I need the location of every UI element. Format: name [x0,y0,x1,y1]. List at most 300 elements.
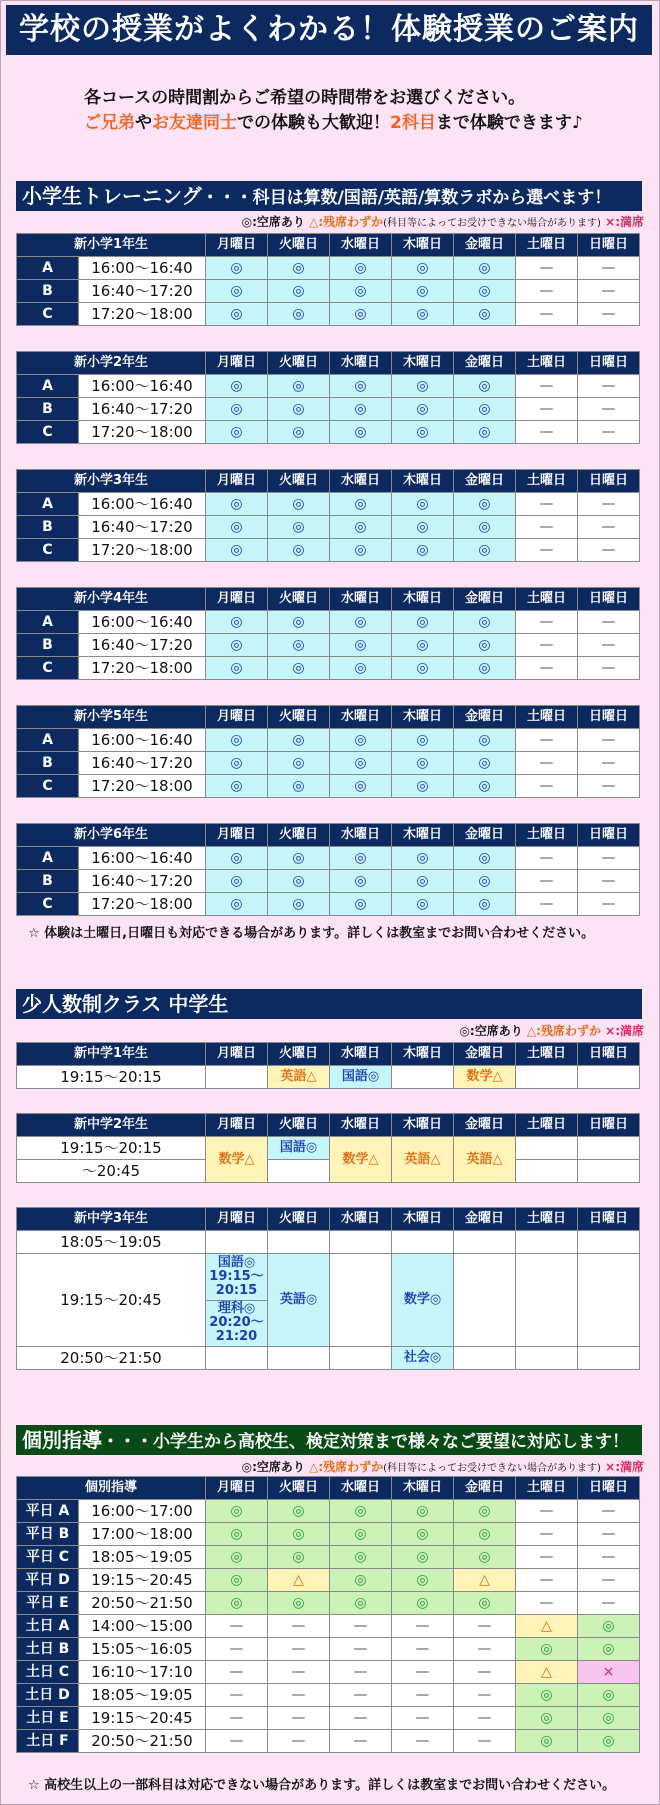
availability-cell[interactable]: ◎ [330,870,392,893]
availability-cell: — [392,1615,454,1638]
availability-cell: — [516,493,578,516]
time-cell: 19:15～20:45 [17,1254,206,1347]
time-cell: 16:40～17:20 [79,516,206,539]
availability-cell[interactable]: ◎ [454,257,516,280]
availability-cell[interactable]: ◎ [454,398,516,421]
availability-cell[interactable]: ◎ [578,1730,640,1753]
junior-grade3-table [16,1207,640,1370]
day-header: 火曜日 [268,706,330,729]
availability-cell[interactable]: ◎ [516,1707,578,1730]
availability-cell[interactable]: ◎ [392,539,454,562]
availability-cell[interactable]: ◎ [268,1523,330,1546]
table-row [17,1137,640,1160]
time-cell: 17:20～18:00 [79,421,206,444]
availability-cell[interactable]: ◎ [330,893,392,916]
availability-cell: — [268,1638,330,1661]
day-header: 火曜日 [268,1043,330,1066]
availability-cell[interactable]: ◎ [392,752,454,775]
availability-cell: — [206,1615,268,1638]
schedule-cell [206,1347,268,1370]
availability-cell[interactable]: ◎ [206,729,268,752]
table-row [17,1160,640,1183]
table-row [17,1500,640,1523]
legend-full: ×:満席 [605,215,644,229]
day-header: 日曜日 [578,588,640,611]
availability-cell[interactable]: ◎ [330,611,392,634]
availability-cell[interactable]: ◎ [578,1707,640,1730]
availability-cell[interactable]: ◎ [268,775,330,798]
availability-cell[interactable]: ◎ [330,493,392,516]
individual-table [16,1476,640,1753]
table-row [17,1638,640,1661]
table-header-row [17,234,640,257]
availability-cell[interactable]: ◎ [268,257,330,280]
availability-cell[interactable]: ◎ [454,1592,516,1615]
table-header-row [17,352,640,375]
availability-cell[interactable]: × [578,1661,640,1684]
schedule-cell[interactable]: 国語◎ [268,1137,330,1160]
availability-cell: — [268,1615,330,1638]
day-header: 土曜日 [516,706,578,729]
time-cell: 16:00～16:40 [79,729,206,752]
availability-cell[interactable]: ◎ [206,1546,268,1569]
availability-cell[interactable]: ◎ [330,1592,392,1615]
availability-cell: — [516,893,578,916]
availability-cell[interactable]: ◎ [268,1592,330,1615]
availability-cell[interactable]: ◎ [392,729,454,752]
availability-cell: — [516,375,578,398]
day-header: 土曜日 [516,470,578,493]
availability-cell[interactable]: ◎ [392,893,454,916]
elementary-legend [242,213,644,230]
grade-header: 新小学4年生 [17,588,206,611]
slot-label: B [17,398,79,421]
schedule-cell [516,1137,578,1160]
availability-cell[interactable]: ◎ [268,539,330,562]
availability-cell[interactable]: ◎ [330,634,392,657]
schedule-cell[interactable]: 社会◎ [392,1347,454,1370]
time-cell: 19:15～20:45 [79,1569,206,1592]
schedule-cell [516,1160,578,1183]
schedule-cell[interactable]: 英語△ [392,1137,454,1183]
table-row [17,539,640,562]
availability-cell[interactable]: ◎ [516,1638,578,1661]
schedule-cell[interactable]: 英語◎ [268,1254,330,1347]
availability-cell[interactable]: ◎ [206,539,268,562]
availability-cell[interactable]: ◎ [206,1592,268,1615]
availability-cell[interactable]: ◎ [268,493,330,516]
availability-cell[interactable]: ◎ [206,280,268,303]
day-header: 金曜日 [454,588,516,611]
time-cell: 16:00～16:40 [79,257,206,280]
availability-cell[interactable]: ◎ [330,1546,392,1569]
availability-cell[interactable]: ◎ [454,1500,516,1523]
availability-cell[interactable]: ◎ [330,729,392,752]
availability-cell[interactable]: ◎ [268,657,330,680]
elementary-grade-table [16,233,640,326]
japanese-slot[interactable] [206,1254,267,1301]
day-header: 土曜日 [516,1043,578,1066]
availability-cell: — [330,1615,392,1638]
table-header-row [17,588,640,611]
availability-cell: — [578,1569,640,1592]
availability-cell[interactable]: ◎ [206,775,268,798]
day-header: 土曜日 [516,588,578,611]
table-row [17,847,640,870]
availability-cell[interactable]: ◎ [330,657,392,680]
table-row [17,729,640,752]
elementary-note: ☆ 体験は土曜日,日曜日も対応できる場合があります。詳しくは教室までお問い合わせください。 [28,926,595,941]
slot-label: A [17,375,79,398]
availability-cell[interactable]: ◎ [206,752,268,775]
availability-cell[interactable]: ◎ [268,280,330,303]
schedule-cell [516,1231,578,1254]
availability-cell: — [454,1661,516,1684]
time-cell: 17:20～18:00 [79,539,206,562]
availability-cell[interactable]: ◎ [268,611,330,634]
page-title: 学校の授業がよくわかる！体験授業のご案内 [6,5,652,55]
availability-cell[interactable]: ◎ [454,539,516,562]
availability-cell[interactable]: ◎ [330,303,392,326]
availability-cell[interactable]: ◎ [454,303,516,326]
availability-cell[interactable]: ◎ [206,493,268,516]
availability-cell[interactable]: ◎ [268,893,330,916]
availability-cell[interactable]: ◎ [392,1500,454,1523]
slot-label: A [17,847,79,870]
availability-cell[interactable]: ◎ [330,257,392,280]
table-row [17,893,640,916]
table-header-row [17,1114,640,1137]
availability-cell: — [578,493,640,516]
availability-cell[interactable]: ◎ [454,870,516,893]
day-header: 日曜日 [578,1043,640,1066]
availability-cell: — [516,539,578,562]
availability-cell[interactable]: ◎ [268,303,330,326]
availability-cell[interactable]: ◎ [206,257,268,280]
time-cell: 14:00～15:00 [79,1615,206,1638]
availability-cell[interactable]: ◎ [330,775,392,798]
availability-cell: — [578,847,640,870]
availability-cell[interactable]: ◎ [330,539,392,562]
day-header: 日曜日 [578,1477,640,1500]
time-cell: 16:00～16:40 [79,847,206,870]
availability-cell: — [578,1546,640,1569]
availability-cell[interactable]: ◎ [330,516,392,539]
day-header: 金曜日 [454,1477,516,1500]
availability-cell[interactable]: ◎ [206,303,268,326]
schedule-cell [330,1347,392,1370]
table-row [17,303,640,326]
availability-cell[interactable]: ◎ [206,893,268,916]
legend-available: ◎:空席あり [459,1024,523,1038]
slot-label: B [17,516,79,539]
day-header: 火曜日 [268,1477,330,1500]
schedule-cell[interactable]: 数学△ [454,1066,516,1089]
day-header: 土曜日 [516,1208,578,1231]
table-row [17,1254,640,1347]
day-header: 土曜日 [516,352,578,375]
availability-cell: — [392,1638,454,1661]
availability-cell[interactable]: ◎ [454,280,516,303]
availability-cell[interactable]: ◎ [392,611,454,634]
schedule-cell [578,1066,640,1089]
availability-cell[interactable]: ◎ [454,1523,516,1546]
day-header: 月曜日 [206,1114,268,1137]
availability-cell: — [516,421,578,444]
schedule-cell[interactable]: 数学△ [330,1137,392,1183]
availability-cell[interactable]: ◎ [578,1638,640,1661]
day-header: 土曜日 [516,824,578,847]
friends-highlight: お友達同士 [152,113,237,133]
schedule-cell [516,1066,578,1089]
day-header: 水曜日 [330,234,392,257]
intro-line-2 [84,111,583,136]
grade-header: 新中学3年生 [17,1208,206,1231]
availability-cell[interactable]: ◎ [330,1500,392,1523]
availability-cell: — [578,1592,640,1615]
schedule-cell[interactable]: 英語△ [454,1137,516,1183]
availability-cell[interactable]: ◎ [206,1569,268,1592]
availability-cell[interactable]: ◎ [454,775,516,798]
availability-cell[interactable]: ◎ [578,1615,640,1638]
elementary-grade-table [16,705,640,798]
table-row [17,870,640,893]
table-row [17,752,640,775]
availability-cell[interactable]: ◎ [392,421,454,444]
availability-cell[interactable]: ◎ [206,870,268,893]
legend-available: ◎:空席あり [241,1460,305,1474]
availability-cell[interactable]: ◎ [330,752,392,775]
availability-cell[interactable]: ◎ [516,1730,578,1753]
availability-cell[interactable]: ◎ [454,634,516,657]
availability-cell[interactable]: ◎ [454,729,516,752]
slot-label: B [17,634,79,657]
slot-label: B [17,752,79,775]
intro-connector: や [135,113,152,133]
availability-cell[interactable]: ◎ [392,847,454,870]
availability-cell: — [578,303,640,326]
day-header: 木曜日 [392,470,454,493]
slot-label: A [17,493,79,516]
day-header: 月曜日 [206,352,268,375]
availability-cell[interactable]: ◎ [206,1500,268,1523]
availability-cell[interactable]: ◎ [268,847,330,870]
table-row [17,1730,640,1753]
elementary-section-title [16,181,642,211]
availability-cell[interactable]: ◎ [330,398,392,421]
availability-cell: — [578,870,640,893]
availability-cell[interactable]: ◎ [268,870,330,893]
availability-cell[interactable]: ◎ [206,611,268,634]
availability-cell: — [578,634,640,657]
availability-cell[interactable]: ◎ [392,516,454,539]
day-header: 水曜日 [330,1477,392,1500]
time-cell: 19:15～20:15 [17,1066,206,1089]
availability-cell[interactable]: ◎ [206,1523,268,1546]
availability-cell: — [516,870,578,893]
schedule-cell[interactable]: 国語◎ [330,1066,392,1089]
availability-cell[interactable]: ◎ [454,1546,516,1569]
availability-cell: — [578,516,640,539]
schedule-cell [578,1137,640,1160]
slot-label: 土日 C [17,1661,79,1684]
slot-label: 平日 E [17,1592,79,1615]
availability-cell[interactable]: ◎ [268,516,330,539]
availability-cell[interactable]: ◎ [454,847,516,870]
availability-cell[interactable]: ◎ [330,421,392,444]
availability-cell[interactable]: ◎ [392,1546,454,1569]
availability-cell[interactable]: ◎ [206,634,268,657]
availability-cell[interactable]: ◎ [330,280,392,303]
availability-cell[interactable]: △ [268,1569,330,1592]
availability-cell[interactable]: ◎ [454,493,516,516]
availability-cell[interactable]: ◎ [268,1546,330,1569]
availability-cell[interactable]: ◎ [392,1569,454,1592]
availability-cell[interactable]: ◎ [206,847,268,870]
schedule-cell[interactable]: 数学△ [206,1137,268,1183]
table-row [17,1592,640,1615]
schedule-cell[interactable]: 英語△ [268,1066,330,1089]
day-header: 木曜日 [392,1477,454,1500]
availability-cell[interactable]: ◎ [330,847,392,870]
availability-cell[interactable]: ◎ [392,775,454,798]
legend-full: ×:満席 [605,1024,644,1038]
availability-cell[interactable]: ◎ [206,516,268,539]
intro-welcome: での体験も大歓迎！ [237,113,390,133]
science-slot[interactable] [206,1301,267,1347]
availability-cell: — [578,375,640,398]
availability-cell[interactable]: ◎ [392,375,454,398]
junior-legend [459,1022,644,1039]
subject-label: 国語◎ [217,1254,256,1270]
availability-cell[interactable]: ◎ [454,375,516,398]
slot-label: 平日 C [17,1546,79,1569]
individual-legend [242,1458,644,1475]
availability-cell: — [578,775,640,798]
day-header: 月曜日 [206,234,268,257]
availability-cell: — [206,1707,268,1730]
availability-cell: — [454,1638,516,1661]
availability-cell[interactable]: ◎ [392,398,454,421]
availability-cell: — [454,1730,516,1753]
elementary-grade-table [16,823,640,916]
elementary-title: 小学生トレーニング [22,184,202,208]
availability-cell: — [206,1730,268,1753]
slot-label: C [17,893,79,916]
time-cell: 16:00～16:40 [79,493,206,516]
availability-cell: — [268,1707,330,1730]
availability-cell[interactable]: △ [516,1661,578,1684]
availability-cell: — [516,752,578,775]
availability-cell[interactable]: ◎ [392,1523,454,1546]
availability-cell[interactable]: ◎ [516,1684,578,1707]
availability-cell[interactable]: ◎ [454,893,516,916]
availability-cell[interactable]: ◎ [330,375,392,398]
time-cell: 17:20～18:00 [79,893,206,916]
time-cell: ～20:45 [17,1160,206,1183]
day-header: 木曜日 [392,1043,454,1066]
availability-cell[interactable]: ◎ [330,1523,392,1546]
availability-cell[interactable]: ◎ [206,657,268,680]
schedule-cell-split[interactable] [206,1254,268,1347]
time-cell: 16:40～17:20 [79,280,206,303]
schedule-cell [578,1254,640,1347]
availability-cell[interactable]: ◎ [454,421,516,444]
junior-title: 少人数制クラス 中学生 [22,992,229,1016]
day-header: 日曜日 [578,352,640,375]
availability-cell[interactable]: ◎ [206,398,268,421]
availability-cell[interactable]: ◎ [392,870,454,893]
time-cell: 16:40～17:20 [79,634,206,657]
availability-cell[interactable]: ◎ [392,257,454,280]
availability-cell[interactable]: ◎ [268,634,330,657]
availability-cell: — [516,729,578,752]
availability-cell[interactable]: ◎ [268,375,330,398]
availability-cell[interactable]: ◎ [206,421,268,444]
availability-cell[interactable]: ◎ [454,752,516,775]
availability-cell[interactable]: ◎ [392,657,454,680]
availability-cell: — [392,1730,454,1753]
schedule-cell [392,1231,454,1254]
slot-label: A [17,729,79,752]
availability-cell[interactable]: ◎ [392,280,454,303]
schedule-cell [454,1254,516,1347]
availability-cell[interactable]: ◎ [330,1569,392,1592]
availability-cell[interactable]: ◎ [392,303,454,326]
availability-cell[interactable]: ◎ [268,398,330,421]
availability-cell[interactable]: ◎ [454,611,516,634]
grade-header: 新小学5年生 [17,706,206,729]
availability-cell[interactable]: ◎ [268,752,330,775]
availability-cell[interactable]: ◎ [578,1684,640,1707]
availability-cell[interactable]: ◎ [206,375,268,398]
subject-time: 19:15～20:15 [209,1268,264,1298]
availability-cell[interactable]: ◎ [454,657,516,680]
day-header: 金曜日 [454,824,516,847]
time-cell: 17:20～18:00 [79,657,206,680]
schedule-cell [206,1231,268,1254]
table-row [17,775,640,798]
day-header: 土曜日 [516,1477,578,1500]
elementary-grade-table [16,469,640,562]
availability-cell[interactable]: △ [454,1569,516,1592]
time-cell: 20:50～21:50 [17,1347,206,1370]
junior-grade1-table [16,1042,640,1089]
schedule-cell[interactable]: 数学◎ [392,1254,454,1347]
intro-text [84,86,583,136]
grade-header: 新小学1年生 [17,234,206,257]
availability-cell[interactable]: ◎ [392,634,454,657]
availability-cell: — [516,398,578,421]
availability-cell[interactable]: ◎ [268,421,330,444]
availability-cell[interactable]: ◎ [454,516,516,539]
availability-cell: — [578,893,640,916]
junior-section-title [16,989,642,1019]
time-cell: 18:05～19:05 [79,1546,206,1569]
table-row [17,375,640,398]
availability-cell[interactable]: △ [516,1615,578,1638]
availability-cell: — [578,657,640,680]
availability-cell[interactable]: ◎ [392,493,454,516]
availability-cell[interactable]: ◎ [268,729,330,752]
table-row [17,1523,640,1546]
slot-label: 土日 B [17,1638,79,1661]
availability-cell[interactable]: ◎ [392,1592,454,1615]
legend-few-note: (科目等によってお受けできない場合があります) [383,1463,601,1474]
table-row [17,1546,640,1569]
time-cell: 19:15～20:45 [79,1707,206,1730]
availability-cell[interactable]: ◎ [268,1500,330,1523]
